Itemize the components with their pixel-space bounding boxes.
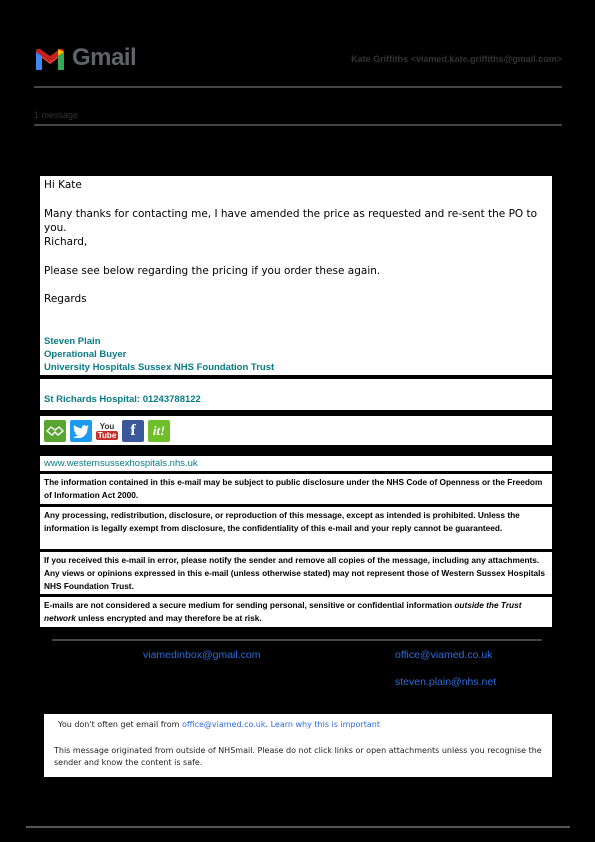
greeting: Hi Kate: [44, 179, 82, 191]
gmail-logo-icon: [34, 46, 66, 70]
it-icon[interactable]: it!: [148, 420, 170, 442]
external-notice: This message originated from outside of NHSmail. Please do not click links or open attachments unless you recognise the sender and know the content is safe.: [54, 746, 542, 767]
body-line: Many thanks for contacting me, I have amended the price as requested and re-sent the PO to you.: [44, 208, 538, 234]
closing: Regards: [44, 293, 87, 305]
social-card: [40, 416, 552, 445]
website-link[interactable]: www.westernsussexhospitals.nhs.uk: [44, 458, 198, 469]
facebook-icon[interactable]: f: [122, 420, 144, 442]
address-link-viamedinbox[interactable]: viamedinbox@gmail.com: [143, 649, 261, 661]
divider: [34, 86, 562, 88]
body-line: Please see below regarding the pricing if you order these again.: [44, 265, 381, 277]
youtube-icon[interactable]: You Tube: [97, 422, 117, 440]
emphasis-text: outside the Trust network: [44, 600, 522, 623]
address-link-nhs[interactable]: steven.plain@nhs.net: [395, 676, 497, 688]
salutation: Richard,: [44, 236, 88, 248]
sender-email: office@viamed.co.uk: [181, 720, 266, 729]
divider: [52, 639, 542, 641]
disclaimer-foi: The information contained in this e-mail may be subject to public disclosure under the NHS Code of Openness or the Freedom of Information Act 2000.: [40, 474, 552, 504]
phone-card: [40, 379, 552, 410]
gmail-wordmark: Gmail: [72, 44, 137, 71]
divider: [34, 124, 562, 126]
disclaimer-error: If you received this e-mail in error, please notify the sender and remove all copies of the message, including any attachments. Any views or opinions expressed in this e-mail (unless otherwise stated) may not represent those of Western Sussex Hospitals NHS Foundation Trust.: [40, 552, 552, 594]
signature-name: Steven Plain: [44, 336, 101, 347]
signature-org: University Hospitals Sussex NHS Foundation Trust: [44, 362, 275, 373]
handshake-icon[interactable]: [44, 420, 66, 442]
message-body: [40, 176, 552, 375]
phone-number: St Richards Hospital: 01243788122: [44, 394, 201, 405]
disclaimer-security: E-mails are not considered a secure medium for sending personal, sensitive or confidential information outside the Trust network unless encrypted and may therefore be at risk.: [40, 597, 552, 627]
sender-notice: You don't often get email from office@viamed.co.uk. Learn why this is important: [58, 720, 380, 729]
message-count: 1 message: [34, 110, 79, 120]
learn-why-link[interactable]: Learn why this is important: [270, 720, 380, 729]
divider: [26, 826, 570, 828]
website-card: [40, 456, 552, 471]
address-link-office[interactable]: office@viamed.co.uk: [395, 649, 493, 661]
account-email: Kate Griffiths <viamed.kate.griffiths@gmail.com>: [351, 54, 562, 64]
twitter-icon[interactable]: [70, 420, 92, 442]
gmail-header: [34, 42, 562, 88]
disclaimer-confidentiality: Any processing, redistribution, disclosure, or reproduction of this message, except as intended is prohibited. Unless the information is legally exempt from disclosure, the confidentiality of this e-mail and your reply cannot be guaranteed.: [40, 507, 552, 549]
signature-role: Operational Buyer: [44, 349, 127, 360]
external-warning: [44, 714, 552, 777]
